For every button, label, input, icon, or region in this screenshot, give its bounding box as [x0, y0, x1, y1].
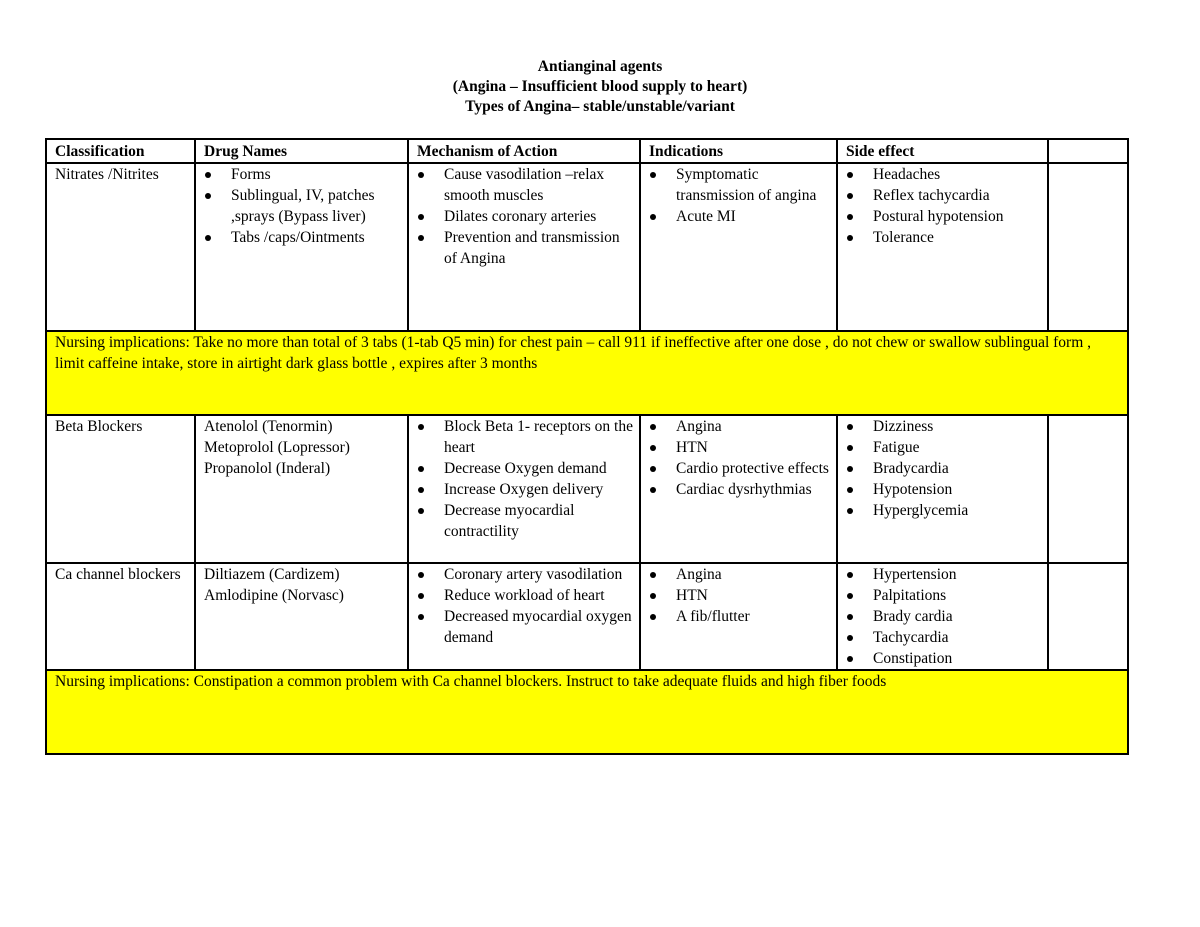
list-item: Cause vasodilation –relax smooth muscles	[417, 164, 633, 206]
title-line-1: Antianginal agents	[537, 58, 663, 75]
header-side-effect: Side effect	[837, 139, 1048, 163]
nursing-implications-note: Nursing implications: Take no more than total of 3 tabs (1-tab Q5 min) for chest pain – call 911 if ineffective after one dose , do not chew or swallow sublingual form , limit caffeine intake, store in airtight dark glass bottle , expires after 3 months	[46, 331, 1128, 415]
header-indications: Indications	[640, 139, 837, 163]
side-effects-cell	[837, 563, 1048, 670]
drug-name: Diltiazem (Cardizem)	[204, 566, 340, 583]
list-item: Angina	[649, 564, 830, 585]
drug-name: Propanolol (Inderal)	[204, 460, 331, 477]
list-item: Fatigue	[846, 437, 1041, 458]
nursing-implications-row	[46, 331, 1128, 415]
classification-cell: Beta Blockers	[46, 415, 195, 563]
classification-cell: Ca channel blockers	[46, 563, 195, 670]
list-item: Tolerance	[846, 227, 1041, 248]
list-item: Sublingual, IV, patches ,sprays (Bypass liver)	[204, 185, 401, 227]
list-item: HTN	[649, 437, 830, 458]
table-row	[46, 415, 1128, 563]
mechanism-cell	[408, 163, 640, 331]
header-drug-names: Drug Names	[195, 139, 408, 163]
antianginal-table	[45, 138, 1129, 755]
list-item: Decreased myocardial oxygen demand	[417, 606, 633, 648]
blank-cell	[1048, 415, 1128, 563]
table-header-row	[46, 139, 1128, 163]
drug-names-cell	[195, 163, 408, 331]
list-item: Palpitations	[846, 585, 1041, 606]
mechanism-cell	[408, 415, 640, 563]
list-item: Forms	[204, 164, 401, 185]
indications-cell	[640, 415, 837, 563]
list-item: Symptomatic transmission of angina	[649, 164, 830, 206]
indications-cell	[640, 163, 837, 331]
nursing-implications-row	[46, 670, 1128, 754]
list-item: Tachycardia	[846, 627, 1041, 648]
drug-names-cell	[195, 563, 408, 670]
list-item: Postural hypotension	[846, 206, 1041, 227]
list-item: Cardiac dysrhythmias	[649, 479, 830, 500]
list-item: Bradycardia	[846, 458, 1041, 479]
blank-cell	[1048, 163, 1128, 331]
header-classification: Classification	[46, 139, 195, 163]
list-item: Decrease myocardial contractility	[417, 500, 633, 542]
side-effects-cell	[837, 163, 1048, 331]
title-line-2: (Angina – Insufficient blood supply to heart)	[452, 78, 748, 95]
list-item: Decrease Oxygen demand	[417, 458, 633, 479]
list-item: Brady cardia	[846, 606, 1041, 627]
list-item: Headaches	[846, 164, 1041, 185]
header-blank	[1048, 139, 1128, 163]
list-item: Dizziness	[846, 416, 1041, 437]
list-item: Angina	[649, 416, 830, 437]
list-item: Hyperglycemia	[846, 500, 1041, 521]
list-item: Hypotension	[846, 479, 1041, 500]
header-mechanism: Mechanism of Action	[408, 139, 640, 163]
indications-cell	[640, 563, 837, 670]
list-item: HTN	[649, 585, 830, 606]
list-item: Cardio protective effects	[649, 458, 830, 479]
mechanism-cell	[408, 563, 640, 670]
drug-name: Atenolol (Tenormin)	[204, 418, 333, 435]
nursing-implications-note: Nursing implications: Constipation a common problem with Ca channel blockers. Instruct to take adequate fluids and high fiber foods	[46, 670, 1128, 754]
table-row	[46, 163, 1128, 331]
table-row	[46, 563, 1128, 670]
drug-name: Amlodipine (Norvasc)	[204, 587, 344, 604]
drug-name: Metoprolol (Lopressor)	[204, 439, 350, 456]
list-item: Block Beta 1- receptors on the heart	[417, 416, 633, 458]
list-item: Constipation	[846, 648, 1041, 669]
blank-cell	[1048, 563, 1128, 670]
classification-cell: Nitrates /Nitrites	[46, 163, 195, 331]
side-effects-cell	[837, 415, 1048, 563]
list-item: Coronary artery vasodilation	[417, 564, 633, 585]
list-item: Hypertension	[846, 564, 1041, 585]
list-item: Acute MI	[649, 206, 830, 227]
list-item: Tabs /caps/Ointments	[204, 227, 401, 248]
drug-names-cell	[195, 415, 408, 563]
list-item: Reflex tachycardia	[846, 185, 1041, 206]
document-title	[0, 57, 1200, 117]
list-item: Reduce workload of heart	[417, 585, 633, 606]
list-item: Dilates coronary arteries	[417, 206, 633, 227]
list-item: Increase Oxygen delivery	[417, 479, 633, 500]
list-item: Prevention and transmission of Angina	[417, 227, 633, 269]
title-line-3: Types of Angina– stable/unstable/variant	[465, 98, 735, 115]
list-item: A fib/flutter	[649, 606, 830, 627]
